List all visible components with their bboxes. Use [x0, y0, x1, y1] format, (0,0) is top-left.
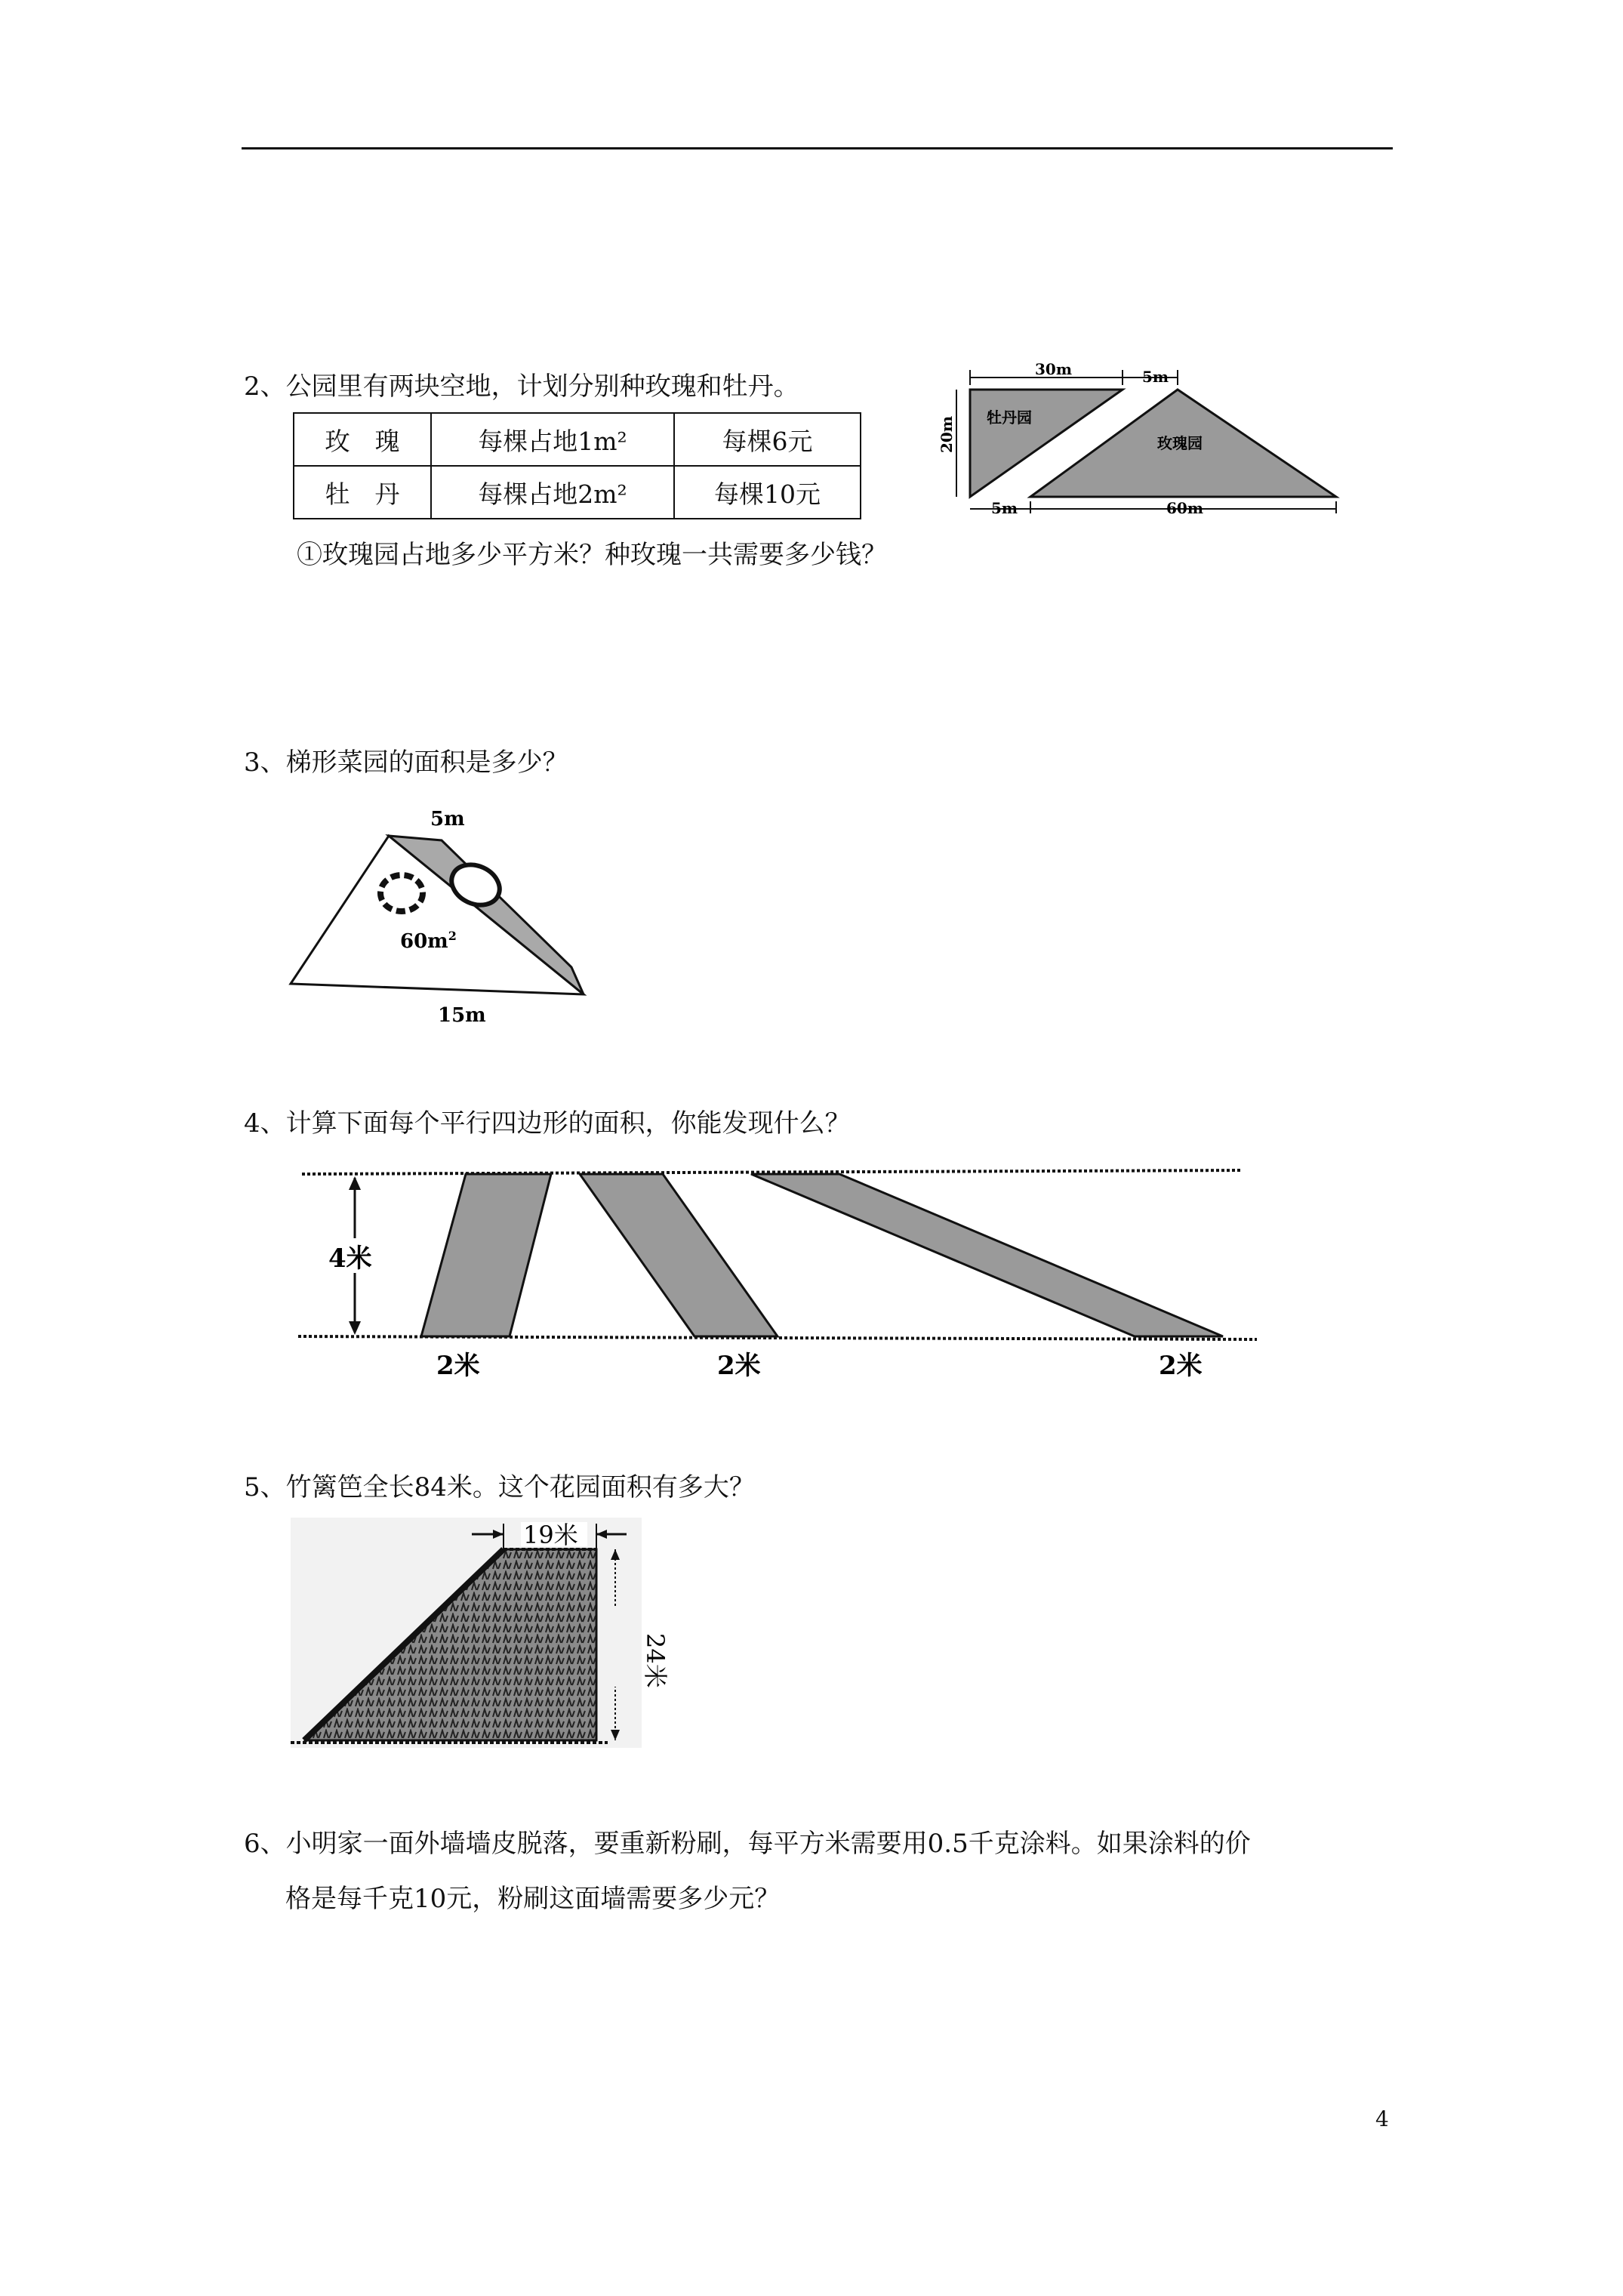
- question-4-text: 4、计算下面每个平行四边形的面积，你能发现什么？: [244, 1108, 851, 1139]
- question-2-text: 2、公园里有两块空地，计划分别种玫瑰和牡丹。: [244, 371, 799, 402]
- table-cell: 每棵10元: [674, 466, 861, 519]
- table-cell: 每棵占地1m²: [431, 413, 674, 466]
- parallelogram-1: [421, 1174, 551, 1336]
- question-5-text: 5、竹篱笆全长84米。这个花园面积有多大？: [244, 1472, 755, 1502]
- parallelograms-figure: [294, 1155, 1261, 1404]
- rose-garden-label: 玫瑰园: [1157, 434, 1203, 452]
- page-number: 4: [1375, 2106, 1389, 2131]
- table-cell: 玫 瑰: [294, 413, 431, 466]
- table-row: [294, 413, 861, 466]
- garden-trapezoid-figure: [291, 1518, 670, 1752]
- table-cell: 每棵6元: [674, 413, 861, 466]
- dim-label-bottom: 60m: [1166, 499, 1203, 517]
- parallelogram-2: [580, 1174, 778, 1336]
- base-label-3: 2米: [1159, 1351, 1203, 1381]
- table-row: [294, 466, 861, 519]
- table-cell: 每棵占地2m²: [431, 466, 674, 519]
- price-table: [293, 412, 861, 519]
- area-label: $60m^2$: [400, 929, 457, 953]
- dim-label-top: 19米: [523, 1521, 578, 1549]
- base-label-1: 2米: [436, 1351, 480, 1381]
- table-cell: 牡 丹: [294, 466, 431, 519]
- dim-label-left: 20m: [938, 416, 956, 453]
- garden-figure: [938, 355, 1340, 517]
- dim-label-top-right: 5m: [1142, 368, 1169, 386]
- height-label: 4米: [328, 1244, 372, 1274]
- dim-label-side: 24米: [641, 1633, 670, 1688]
- question-3-text: 3、梯形菜园的面积是多少？: [244, 747, 568, 778]
- dim-label-bottom: 15m: [438, 1004, 486, 1027]
- peony-garden-label: 牡丹园: [987, 408, 1032, 427]
- header-rule: [242, 147, 1393, 149]
- question-6-line1: 6、小明家一面外墙墙皮脱落，要重新粉刷，每平方米需要用0.5千克涂料。如果涂料的价: [244, 1829, 1251, 1859]
- question-6-line2: 格是每千克10元，粉刷这面墙需要多少元？: [285, 1884, 781, 1914]
- dim-label-bottom-left: 5m: [991, 499, 1018, 517]
- dim-label-top: 30m: [1035, 360, 1072, 378]
- question-2-sub1: ①玫瑰园占地多少平方米？种玫瑰一共需要多少钱？: [297, 540, 887, 570]
- dim-label-top: 5m: [430, 808, 465, 831]
- parallelogram-3: [751, 1174, 1223, 1336]
- trapezoid-figure: [291, 797, 593, 1031]
- base-label-2: 2米: [717, 1351, 761, 1381]
